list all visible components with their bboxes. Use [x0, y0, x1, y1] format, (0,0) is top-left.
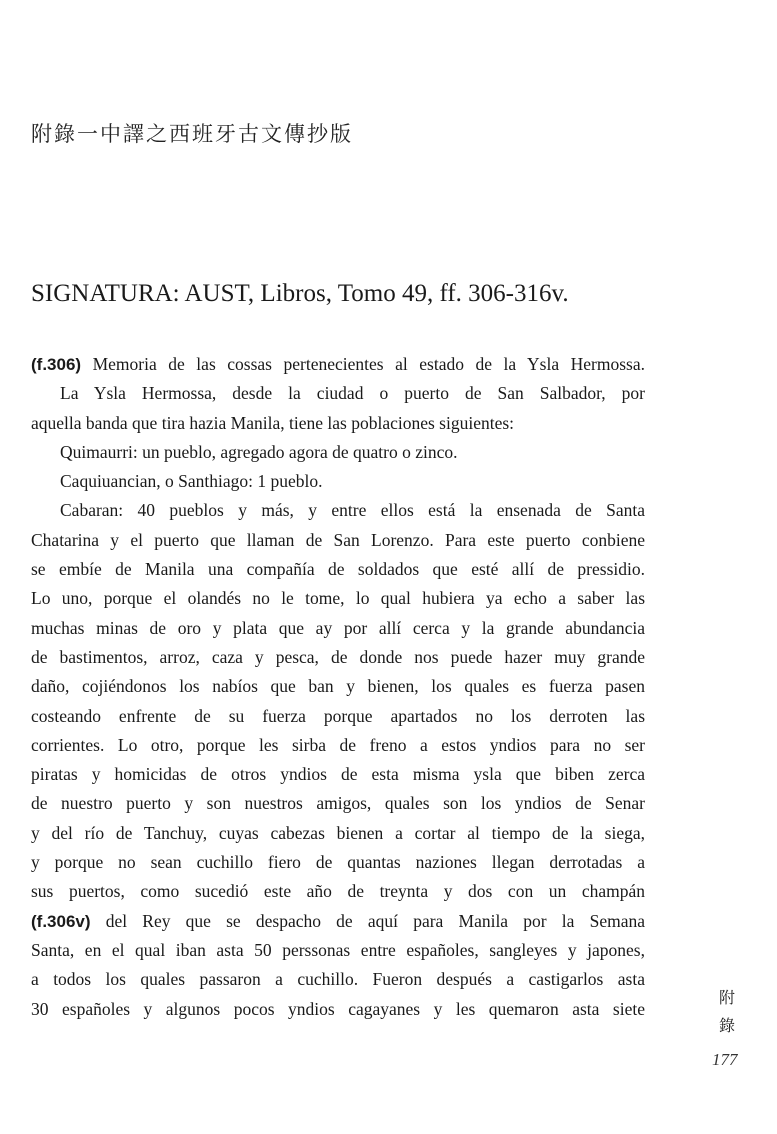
text-line: costeando enfrente de su fuerza porque apartados no los derroten las — [31, 705, 645, 726]
folio-reference: (f.306) — [31, 355, 82, 374]
text-line: aquella banda que tira hazia Manila, tiene las poblaciones siguientes: — [31, 412, 515, 433]
text-line: (f.306v) del Rey que se despacho de aquí para Manila por la Semana — [31, 910, 645, 931]
side-label-char: 錄 — [719, 1018, 736, 1035]
text-line: Caquiuancian, o Santhiago: 1 pueblo. — [60, 471, 323, 492]
text-line: de nuestro puerto y son nuestros amigos, quales son los yndios de Senar — [31, 793, 645, 814]
text-line: 30 españoles y algunos pocos yndios cagayanes y les quemaron asta siete — [31, 998, 645, 1019]
page-number: 177 — [712, 1050, 738, 1069]
folio-reference: (f.306v) — [31, 911, 91, 931]
text-line: de bastimentos, arroz, caza y pesca, de donde nos puede hazer muy grande — [31, 646, 645, 667]
side-label-char: 附 — [719, 990, 736, 1007]
text-line: Lo uno, porque el olandés no le tome, lo qual hubiera ya echo a saber las — [31, 588, 645, 609]
text-line: piratas y homicidas de otros yndios de esta misma ysla que biben zerca — [31, 764, 645, 785]
text-line: Chatarina y el puerto que llaman de San Lorenzo. Para este puerto conbiene — [31, 529, 645, 550]
running-header: 附錄一中譯之西班牙古文傳抄版 — [31, 122, 353, 146]
side-section-label — [719, 985, 735, 1041]
text-line: a todos los quales passaron a cuchillo. Fueron después a castigarlos asta — [31, 969, 645, 990]
section-heading: SIGNATURA: AUST, Libros, Tomo 49, ff. 306-316v. — [31, 280, 569, 307]
text-line: La Ysla Hermossa, desde la ciudad o puerto de San Salbador, por — [60, 383, 645, 404]
text-line: muchas minas de oro y plata que ay por allí cerca y la grande abundancia — [31, 617, 645, 638]
text-line: Santa, en el qual iban asta 50 perssonas entre españoles, sangleyes y japones, — [31, 939, 645, 960]
text-line: corrientes. Lo otro, porque les sirba de freno a estos yndios para no ser — [31, 734, 645, 755]
text-line: daño, cojiéndonos los nabíos que ban y bienen, los quales es fuerza pasen — [31, 676, 645, 697]
text-line: Quimaurri: un pueblo, agregado agora de quatro o zinco. — [60, 441, 458, 462]
text-line: (f.306) Memoria de las cossas pertenecientes al estado de la Ysla Hermossa. — [31, 354, 645, 374]
text-line: sus puertos, como sucedió este año de treynta y dos con un champán — [31, 881, 645, 902]
text-line: y porque no sean cuchillo fiero de quantas naziones llegan derrotadas a — [31, 852, 645, 873]
text-line: Cabaran: 40 pueblos y más, y entre ellos está la ensenada de Santa — [60, 500, 645, 521]
text-line: y del río de Tanchuy, cuyas cabezas bienen a cortar al tiempo de la siega, — [31, 822, 645, 843]
text-line: se embíe de Manila una compañía de soldados que esté allí de pressidio. — [31, 559, 645, 580]
body-text — [31, 350, 645, 1024]
